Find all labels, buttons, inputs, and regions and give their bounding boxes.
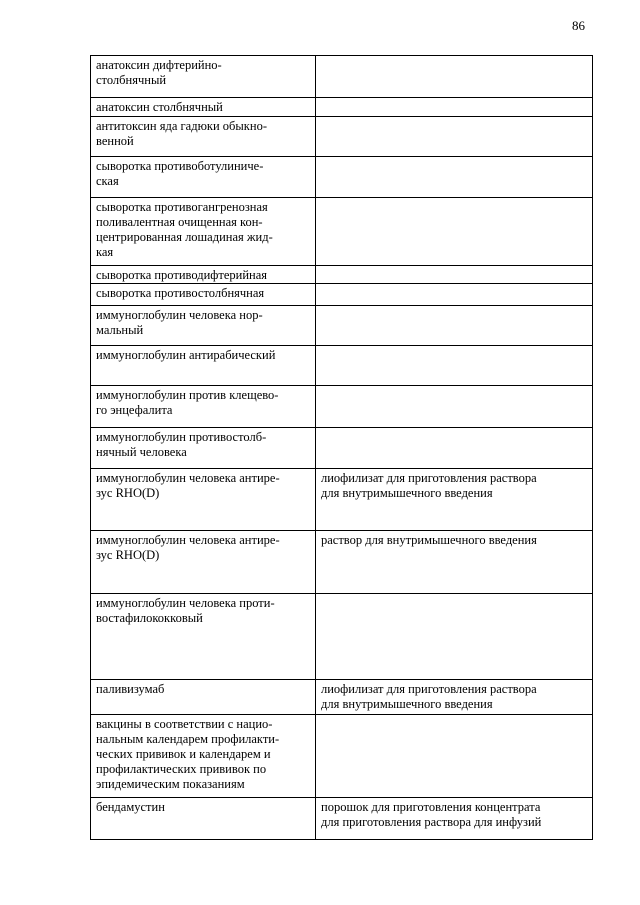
drug-name-cell: сыворотка противостолбнячная — [91, 284, 316, 306]
dosage-form-cell — [316, 594, 593, 680]
dosage-form-cell: раствор для внутримышечного введения — [316, 531, 593, 594]
dosage-form-cell — [316, 157, 593, 198]
drug-name-cell: бендамустин — [91, 798, 316, 840]
dosage-form-cell — [316, 98, 593, 117]
dosage-form-cell — [316, 346, 593, 386]
drug-name-cell: иммуноглобулин человека нор- мальный — [91, 306, 316, 346]
drug-name-cell: иммуноглобулин человека антире- зус RHO(D) — [91, 531, 316, 594]
table-row — [91, 531, 593, 594]
table-row — [91, 715, 593, 798]
drug-name-cell: иммуноглобулин человека проти- востафилококковый — [91, 594, 316, 680]
table-row — [91, 266, 593, 284]
drug-table — [90, 55, 593, 840]
drug-name-cell: сыворотка противогангренозная поливалентная очищенная кон- центрированная лошадиная жид- кая — [91, 198, 316, 266]
table-row — [91, 306, 593, 346]
drug-name-cell: иммуноглобулин против клещево- го энцефалита — [91, 386, 316, 428]
drug-name-cell: паливизумаб — [91, 680, 316, 715]
drug-name-cell: сыворотка противодифтерийная — [91, 266, 316, 284]
table-row — [91, 594, 593, 680]
dosage-form-cell — [316, 266, 593, 284]
dosage-form-cell — [316, 56, 593, 98]
table-row — [91, 469, 593, 531]
table-row — [91, 680, 593, 715]
drug-name-cell: иммуноглобулин противостолб- нячный человека — [91, 428, 316, 469]
dosage-form-cell — [316, 428, 593, 469]
dosage-form-cell: лиофилизат для приготовления раствора для внутримышечного введения — [316, 680, 593, 715]
table-row — [91, 198, 593, 266]
dosage-form-cell — [316, 284, 593, 306]
drug-name-cell: сыворотка противоботулиниче- ская — [91, 157, 316, 198]
dosage-form-cell: лиофилизат для приготовления раствора для внутримышечного введения — [316, 469, 593, 531]
table-row — [91, 346, 593, 386]
dosage-form-cell: порошок для приготовления концентрата для приготовления раствора для инфузий — [316, 798, 593, 840]
drug-name-cell: анатоксин столбнячный — [91, 98, 316, 117]
table-row — [91, 157, 593, 198]
dosage-form-cell — [316, 715, 593, 798]
dosage-form-cell — [316, 306, 593, 346]
table-row — [91, 284, 593, 306]
table-row — [91, 386, 593, 428]
table-row — [91, 117, 593, 157]
dosage-form-cell — [316, 386, 593, 428]
drug-name-cell: анатоксин дифтерийно- столбнячный — [91, 56, 316, 98]
dosage-form-cell — [316, 198, 593, 266]
table-row — [91, 428, 593, 469]
table-row — [91, 798, 593, 840]
page-number: 86 — [572, 18, 585, 33]
drug-name-cell: иммуноглобулин человека антире- зус RHO(D) — [91, 469, 316, 531]
table-row — [91, 56, 593, 98]
dosage-form-cell — [316, 117, 593, 157]
table-row — [91, 98, 593, 117]
drug-name-cell: иммуноглобулин антирабический — [91, 346, 316, 386]
drug-name-cell: вакцины в соответствии с нацио- нальным календарем профилакти- ческих прививок и календарем и профилактических прививок по эпидемическим показаниям — [91, 715, 316, 798]
drug-name-cell: антитоксин яда гадюки обыкно- венной — [91, 117, 316, 157]
